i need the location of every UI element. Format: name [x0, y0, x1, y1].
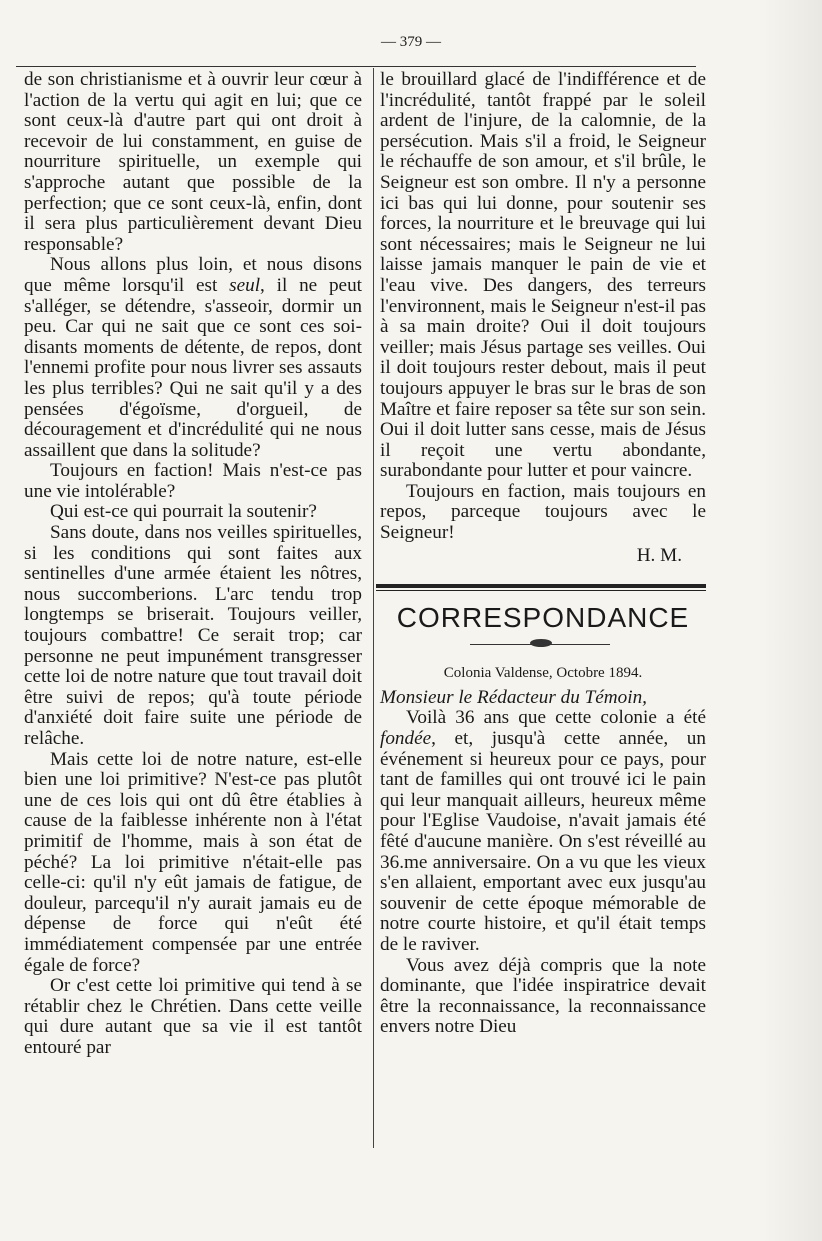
paragraph: le brouillard glacé de l'indifférence et de l'incrédulité, tantôt frappé par le soleil ardent de l'injure, de la calomnie, de la persécution. Mais s'il a froid, le Seigneur le réchauffe de son amour, et s'il brûle, le Seigneur est son ombre. Il n'y a personne ici bas qui lui donne, pour soutenir ses forces, la nourriture et le breuvage qui lui sont nécessaires; mais le Seigneur ne lui laisse jamais manquer le pain de vie et l'eau vive. Des dangers, des terreurs l'environnent, mais le Seigneur n'est-il pas à sa main droite? Oui il doit toujours veiller; mais Jésus partage ses veilles. Oui il doit toujours rester debout, mais il peut toujours appuyer le bras sur le bras de son Maître et faire reposer sa tête sur son sein. Oui il doit lutter sans cesse, mais de Jésus il reçoit une vertu abondante, surabondante pour lutter et pour vaincre. [380, 69, 706, 482]
dateline: Colonia Valdense, Octobre 1894. [443, 665, 643, 682]
paragraph: Toujours en faction, mais toujours en repos, parceque toujours avec le Seigneur! [380, 480, 706, 544]
right-column [380, 70, 706, 1038]
left-column [24, 70, 362, 1059]
salutation: Monsieur le Rédacteur du Témoin, [380, 686, 647, 708]
paragraph: Vous avez déjà compris que la note dominante, que l'idée inspiratrice devait être la reconnaissance, la reconnaissance envers notre Dieu [380, 954, 706, 1038]
section-separator [376, 584, 706, 591]
paragraph: de son christianisme et à ouvrir leur cœur à l'action de la vertu qui agit en lui; que ce sont ceux-là d'autre part qui ont droit à recevoir de lui constamment, en guise de nourriture spirituelle, un exemple qui s'approche autant que possible de la perfection; que ce sont ceux-là, enfin, dont il sera plus particulièrement devant Dieu responsable? [24, 69, 362, 255]
paragraph: Or c'est cette loi primitive qui tend à se rétablir chez le Chrétien. Dans cette veille qui dure autant que sa vie il est tantôt entouré par [24, 975, 362, 1058]
section-title: CORRESPONDANCE [396, 602, 690, 634]
paragraph: Toujours en faction! Mais n'est-ce pas une vie intolérable? [24, 460, 362, 502]
paragraph: Mais cette loi de notre nature, est-elle bien une loi primitive? N'est-ce pas plutôt une de ces lois qui ont dû être établies à cause de la faiblesse inhérente non à l'état primitif de l'homme, mais à son état de péché? La loi primitive n'était-elle pas celle-ci: qu'il n'y eût jamais de fatigue, de douleur, parcequ'il n'y aurait jamais eu de dépense de force qui n'eût été immédiatement compensée par une entrée égale de force? [24, 748, 362, 976]
header-rule [16, 66, 696, 67]
column-divider [373, 68, 374, 1148]
paragraph: Voilà 36 ans que cette colonie a été fondée, et, jusqu'à cette année, un événement si heureux pour ce pays, pour tant de familles qui ont trouvé ici le pain qui leur manquait ailleurs, heureux même pour l'Eglise Vaudoise, n'avait jamais été fêté d'aucune manière. On s'est réveillé au 36.me anniversaire. On a vu que les vieux s'en allaient, emportant avec eux jusqu'au souvenir de cette époque mémorable de notre courte histoire, et qu'il était temps de le raviver. [380, 707, 706, 955]
paragraph: Nous allons plus loin, et nous disons que même lorsqu'il est seul, il ne peut s'alléger, se détendre, s'asseoir, dormir un peu. Car qui ne sait que ce sont ces soi-disants moments de détente, de repos, dont l'ennemi profite pour nous livrer ses assauts les plus terribles? Qui ne sait qu'il y a des pensées d'égoïsme, d'orgueil, de découragement et d'incrédulité qui ne nous assaillent que dans la solitude? [24, 254, 362, 461]
page-number: — 379 — [381, 34, 441, 50]
paragraph: Qui est-ce qui pourrait la soutenir? [50, 501, 317, 523]
ornament-icon [530, 639, 552, 647]
signature: H. M. [636, 544, 682, 566]
paragraph: Sans doute, dans nos veilles spirituelles, si les conditions qui sont faites aux sentinelles d'une armée étaient les nôtres, nous succomberions. L'arc tendu trop longtemps se briserait. Toujours veiller, toujours combattre! Ce serait trop; car personne ne peut impunément transgresser cette loi de notre nature que tout travail doit être suivi de repos; qu'à toute période d'anxiété doit faire suite une période de relâche. [24, 522, 362, 749]
page-edge-shade [762, 0, 822, 1241]
ornament-divider [380, 637, 706, 651]
